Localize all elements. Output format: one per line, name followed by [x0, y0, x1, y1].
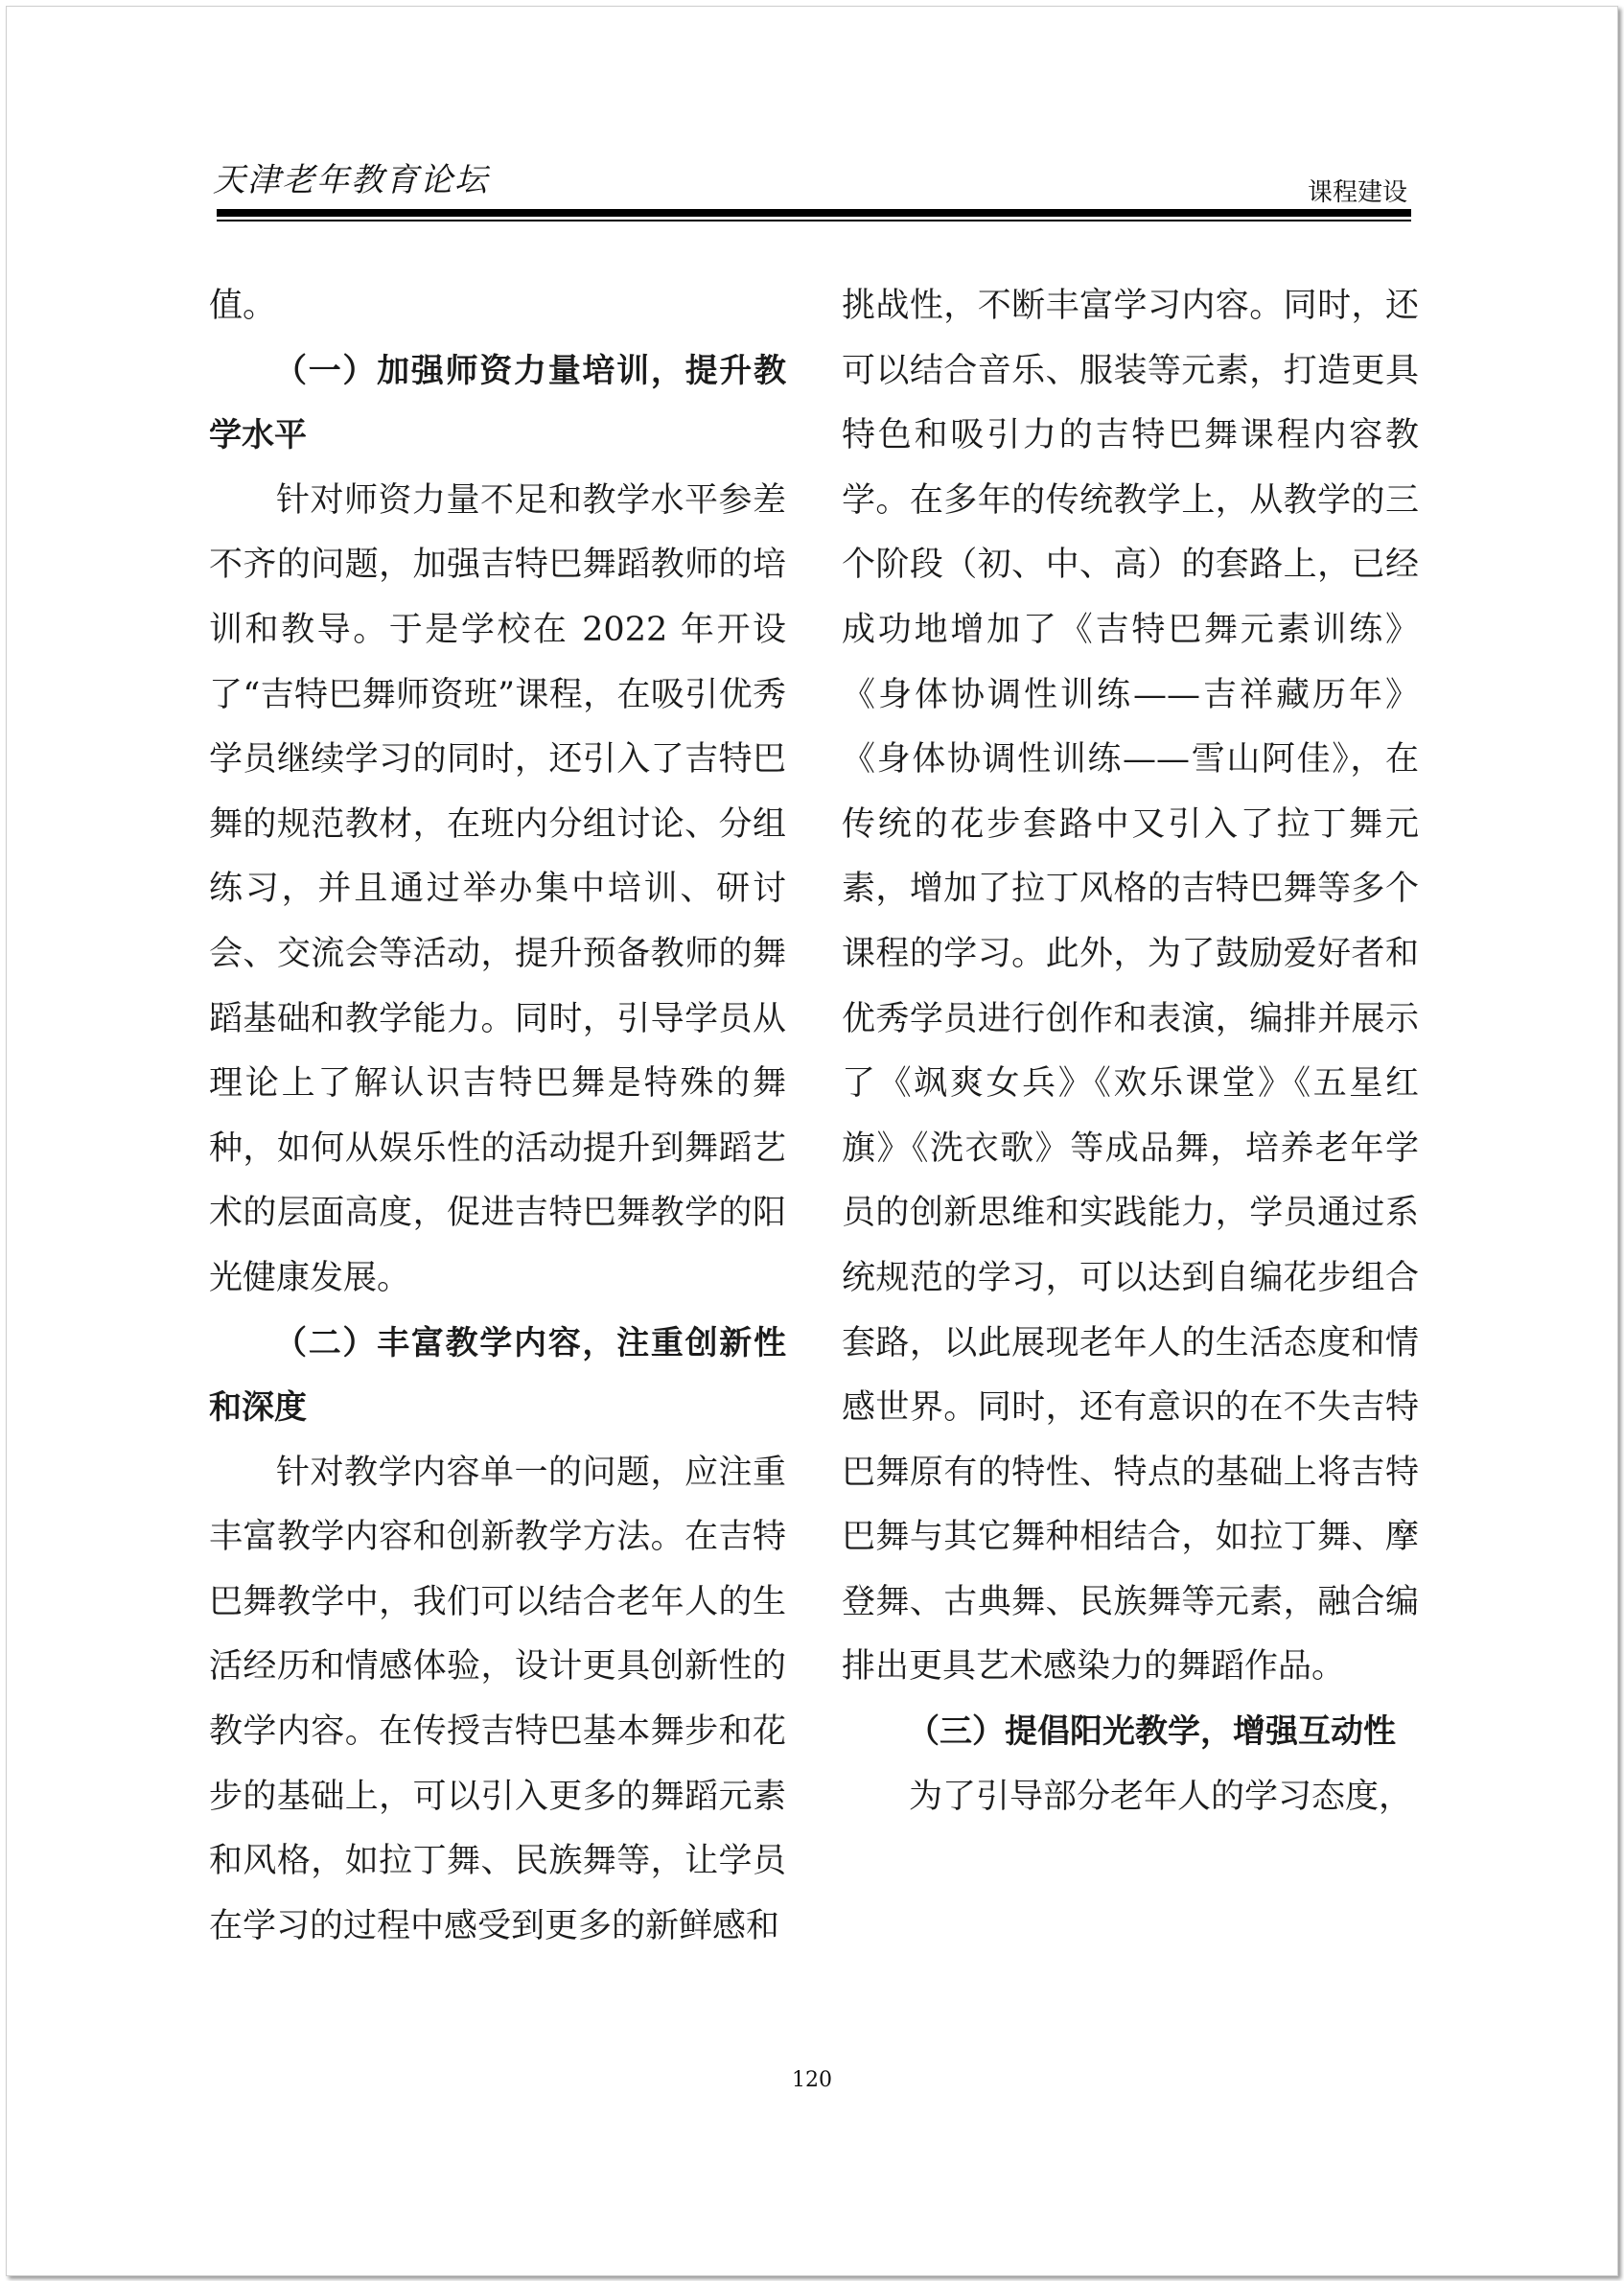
journal-logo: 天津老年教育论坛: [213, 161, 489, 199]
header-rule-thin: [217, 220, 1411, 221]
paragraph: 针对师资力量不足和教学水平参差不齐的问题，加强吉特巴舞蹈教师的培训和教导。于是学校在 2022 年开设了“吉特巴舞师资班”课程，在吸引优秀学员继续学习的同时，还引入了吉特巴舞的规范教材，在班内分组讨论、分组练习，并且通过举办集中培训、研讨会、交流会等活动，提升预备教师的舞蹈基础和教学能力。同时，引导学员从理论上了解认识吉特巴舞是特殊的舞种，如何从娱乐性的活动提升到舞蹈艺术的层面高度，促进吉特巴舞教学的阳光健康发展。: [209, 480, 786, 1297]
left-column: [209, 274, 786, 1959]
section-heading-3: （三）提倡阳光教学，增强互动性: [907, 1712, 1396, 1752]
header-rule-thick: [217, 209, 1411, 217]
section-heading-1: （一）加强师资力量培训，提升教学水平: [209, 351, 786, 455]
paragraph: 针对教学内容单一的问题，应注重丰富教学内容和创新教学方法。在吉特巴舞教学中，我们可以结合老年人的生活经历和情感体验，设计更具创新性的教学内容。在传授吉特巴基本舞步和花步的基础上，可以引入更多的舞蹈元素和风格，如拉丁舞、民族舞等，让学员在学习的过程中感受到更多的新鲜感和: [209, 1453, 786, 1945]
right-column: [842, 274, 1419, 1829]
section-heading-2: （二）丰富教学内容，注重创新性和深度: [209, 1323, 786, 1428]
paragraph-continuation: 值。: [209, 287, 277, 325]
page-number: 120: [792, 2068, 832, 2092]
section-label: 课程建设: [1307, 178, 1407, 207]
paragraph-continuation: 挑战性，不断丰富学习内容。同时，还可以结合音乐、服装等元素，打造更具特色和吸引力的吉特巴舞课程内容教学。在多年的传统教学上，从教学的三个阶段（初、中、高）的套路上，已经成功地增加了《吉特巴舞元素训练》《身体协调性训练——吉祥藏历年》《身体协调性训练——雪山阿佳》，在传统的花步套路中又引入了拉丁舞元素，增加了拉丁风格的吉特巴舞等多个课程的学习。此外，为了鼓励爱好者和优秀学员进行创作和表演，编排并展示了《飒爽女兵》《欢乐课堂》《五星红旗》《洗衣歌》等成品舞，培养老年学员的创新思维和实践能力，学员通过系统规范的学习，可以达到自编花步组合套路，以此展现老年人的生活态度和情感世界。同时，还有意识的在不失吉特巴舞原有的特性、特点的基础上将吉特巴舞与其它舞种相结合，如拉丁舞、摩登舞、古典舞、民族舞等元素，融合编排出更具艺术感染力的舞蹈作品。: [842, 287, 1419, 1687]
paragraph: 为了引导部分老年人的学习态度，: [909, 1777, 1413, 1816]
